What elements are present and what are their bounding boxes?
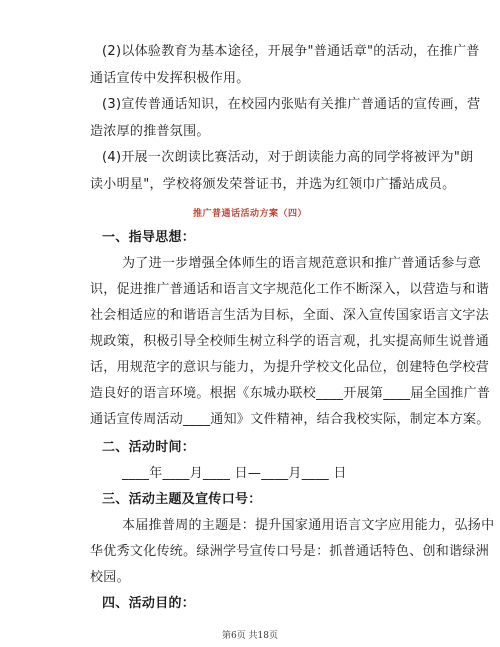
paragraph-line: 造良好的语言环境。根据《东城办联校____开展第____届全国推广普 (90, 386, 491, 401)
item-2-line-2: 通话宣传中发挥积极作用。 (90, 71, 250, 86)
page-footer: 第6页 共18页 (221, 631, 279, 641)
paragraph-line: 通话宣传周活动____通知》文件精神，结合我校实际，制定本方案。 (90, 412, 490, 427)
paragraph-line: 本届推普周的主题是：提升国家通用语言文字应用能力，弘扬中 (122, 518, 495, 533)
item-3-line-1: (3)宣传普通话知识，在校园内张贴有关推广普通话的宣传画，营 (102, 97, 481, 112)
item-4-line-2: 读小明星"，学校将颁发荣誉证书，并选为红领巾广播站成员。 (90, 177, 456, 192)
activity-time-line: ____年____月____ 日—____月____ 日 (122, 466, 347, 481)
paragraph-line: 华优秀文化传统。绿洲学号宣传口号是：抓普通话特色、创和谐绿洲 (90, 544, 490, 559)
paragraph-line: 话，用规范字的意识与能力，为提升学校文化品位，创建特色学校营 (90, 360, 490, 375)
paragraph-line: 校园。 (90, 570, 130, 585)
heading-activity-purpose: 四、活动目的： (102, 596, 196, 611)
heading-activity-time: 二、活动时间： (102, 440, 196, 455)
paragraph-line: 社会相适应的和谐语言生活为目标，全面、深入宣传国家语言文字法 (90, 308, 490, 323)
heading-theme-slogan: 三、活动主题及宣传口号： (102, 492, 262, 507)
paragraph-line: 为了进一步增强全体师生的语言规范意识和推广普通话参与意 (122, 256, 482, 271)
heading-guiding-thought: 一、指导思想： (102, 230, 196, 245)
item-3-line-2: 造浓厚的推普氛围。 (90, 124, 210, 139)
item-4-line-1: (4)开展一次朗读比赛活动，对于朗读能力高的同学将被评为"朗 (102, 150, 474, 165)
item-2-line-1: (2)以体验教育为基本途径，开展争"普通话章"的活动，在推广普 (102, 44, 480, 59)
section-title: 推广普通话活动方案（四） (192, 209, 307, 219)
paragraph-line: 识，促进推广普通话和语言文字规范化工作不断深入，以营造与和谐 (90, 282, 490, 297)
paragraph-line: 规政策，积极引导全校师生树立科学的语言观，扎实提高师生说普通 (90, 334, 490, 349)
